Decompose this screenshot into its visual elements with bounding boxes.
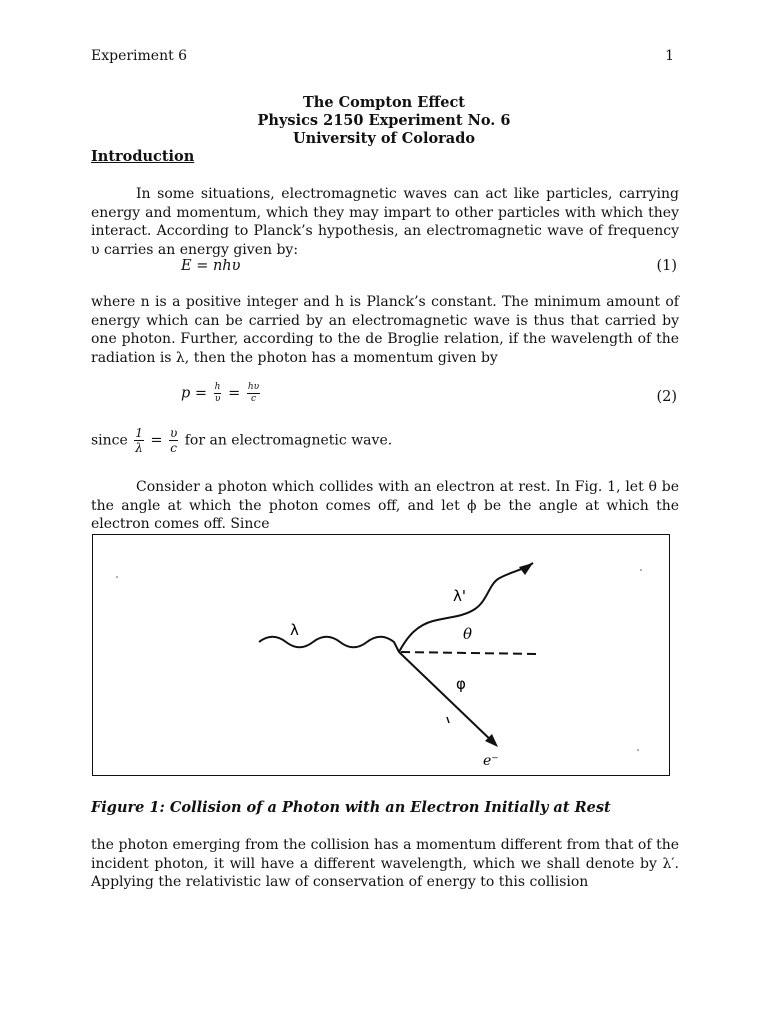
speck	[116, 576, 118, 578]
equation-2	[181, 383, 262, 404]
equation-1: E = nhυ	[181, 258, 241, 274]
page-number: 1	[665, 48, 674, 64]
equation-2-fraction-2	[247, 383, 260, 404]
equation-2-fraction-1	[214, 383, 222, 404]
speck	[640, 569, 642, 571]
fraction-numerator: hυ	[247, 382, 260, 392]
since-suffix: for an electromagnetic wave.	[184, 432, 393, 449]
fraction-denominator: c	[250, 394, 256, 404]
incident-photon-wave	[259, 637, 399, 652]
title-line-2: Physics 2150 Experiment No. 6	[257, 112, 511, 129]
label-theta: θ	[463, 625, 473, 643]
label-lambda: λ	[290, 621, 299, 639]
label-lambda-prime: λ'	[453, 587, 467, 605]
electron-path-tick	[447, 717, 449, 723]
header-left: Experiment 6	[91, 48, 188, 64]
compton-diagram	[93, 535, 669, 775]
paragraph-3: Consider a photon which collides with an electron at rest. In Fig. 1, let θ be the angle at which the photon comes off, and let ϕ be the angle at which the electron comes off. Since	[91, 479, 679, 532]
title-line-3: University of Colorado	[292, 130, 476, 147]
fraction-denominator: υ	[214, 394, 221, 404]
fraction-numerator: h	[214, 382, 221, 392]
fraction-denominator: λ	[135, 441, 143, 455]
speck	[637, 749, 639, 751]
equation-2-number: (2)	[656, 389, 677, 405]
label-phi: φ	[456, 675, 466, 693]
since-prefix: since	[91, 432, 128, 449]
equation-2-equals: =	[228, 385, 241, 402]
since-equals: =	[150, 432, 163, 449]
fraction-numerator: υ	[169, 426, 178, 440]
section-heading-introduction: Introduction	[91, 148, 195, 165]
paragraph-2: where n is a positive integer and h is Planck’s constant. The minimum amount of energy which can be carried by an electromagnetic wave is thus that carried by one photon. Further, according to the de Broglie relation, if the wavelength of the radiation is λ, then the photon has a momentum given by	[91, 294, 679, 366]
since-line	[91, 427, 392, 454]
equation-2-lhs: p =	[181, 385, 208, 402]
label-electron: e⁻	[483, 753, 499, 769]
fraction-numerator: 1	[135, 426, 143, 440]
scattered-photon-arrowhead	[519, 563, 533, 575]
equation-1-number: (1)	[656, 258, 677, 274]
figure-caption: Figure 1: Collision of a Photon with an Electron Initially at Rest	[91, 799, 611, 816]
since-fraction-2	[169, 427, 178, 454]
since-fraction-1	[134, 427, 144, 454]
reference-dashed-line	[401, 652, 539, 654]
figure-1	[92, 534, 670, 776]
electron-path	[399, 652, 496, 745]
paragraph-4: the photon emerging from the collision has a momentum different from that of the incident photon, it will have a different wavelength, which we shall denote by λ′. Applying the relativistic law of conservation of energy to this collision	[91, 837, 679, 890]
title-line-1: The Compton Effect	[303, 94, 465, 111]
fraction-denominator: c	[170, 441, 177, 455]
paragraph-1: In some situations, electromagnetic waves can act like particles, carrying energy and momentum, which they may impart to other particles with which they interact. According to Planck’s hypothesis, an electromagnetic wave of frequency υ carries an energy given by:	[91, 186, 679, 258]
